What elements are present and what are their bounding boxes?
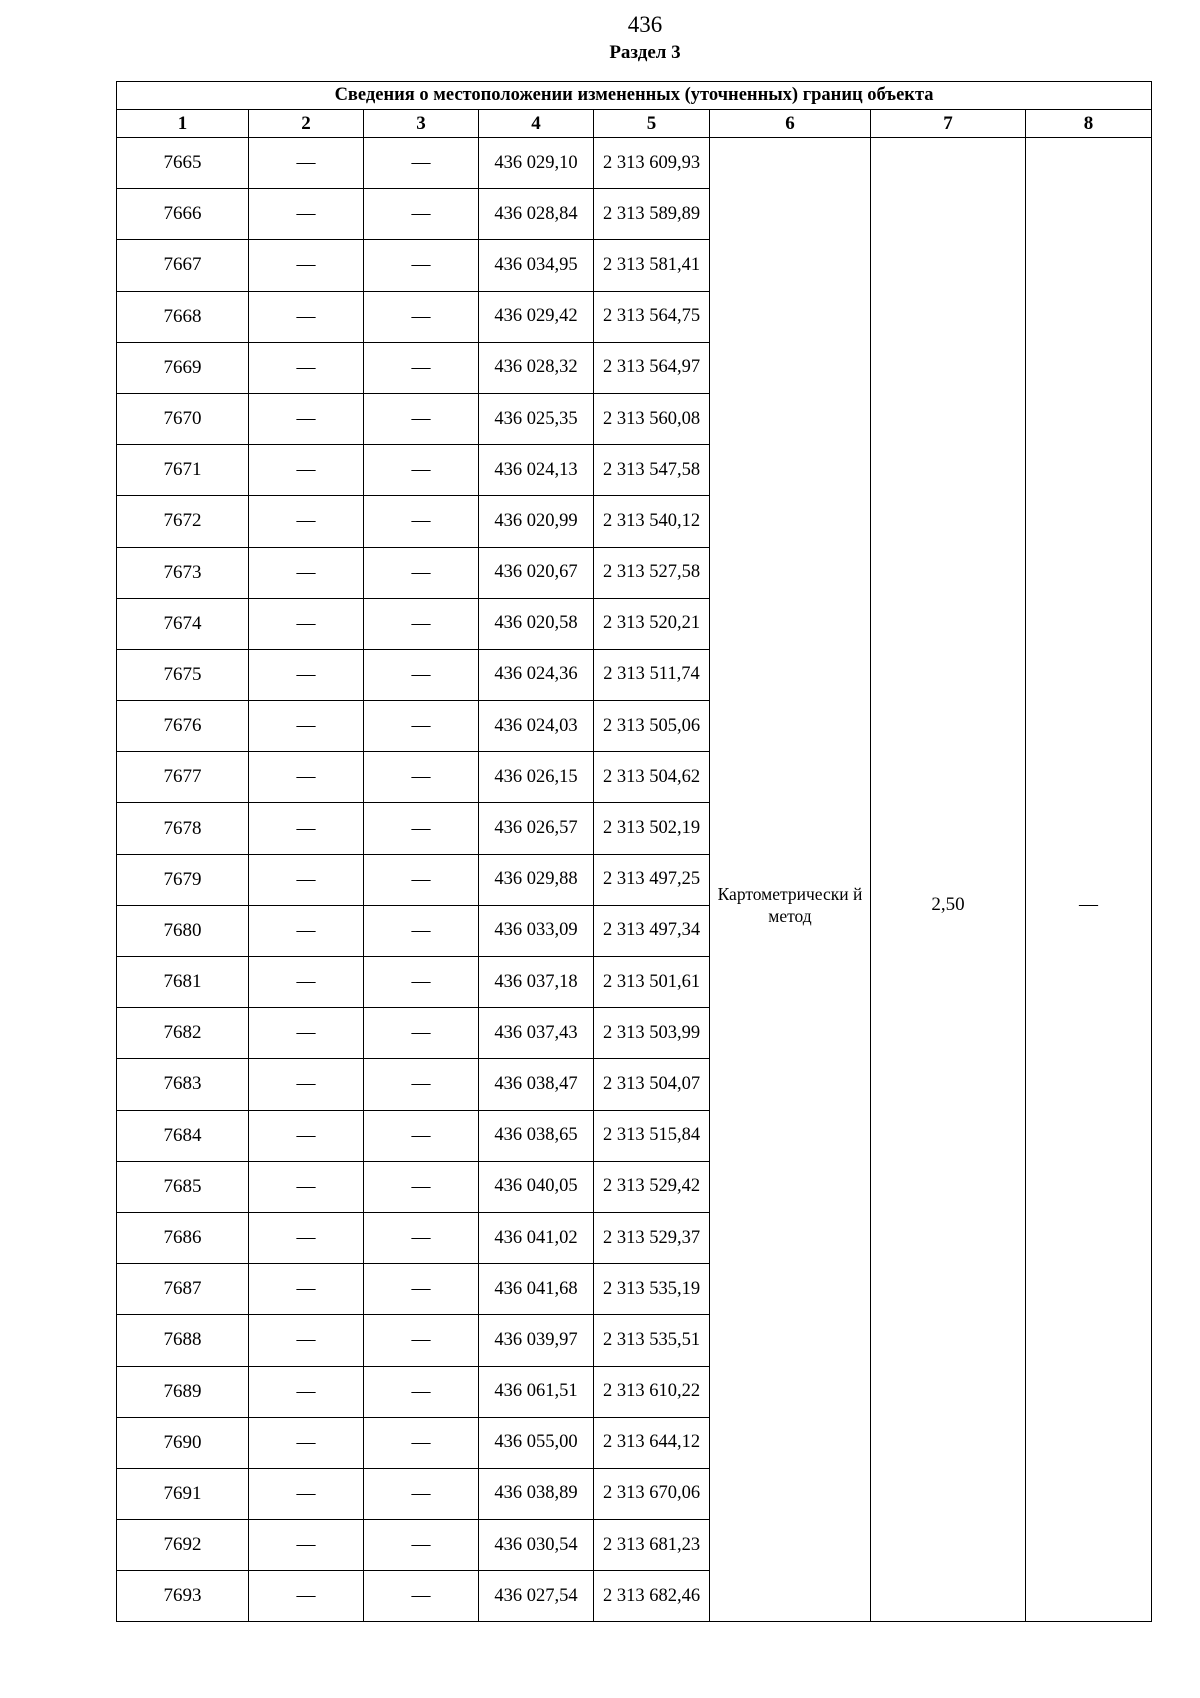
y-coordinate-cell: 2 313 547,58 — [594, 445, 710, 496]
x-coordinate-cell: 436 020,67 — [479, 547, 594, 598]
column-3-cell: — — [364, 1008, 479, 1059]
column-2-cell: — — [249, 701, 364, 752]
column-3-cell: — — [364, 1571, 479, 1622]
point-number-cell: 7680 — [117, 905, 249, 956]
column-3-cell: — — [364, 957, 479, 1008]
y-coordinate-cell: 2 313 502,19 — [594, 803, 710, 854]
x-coordinate-cell: 436 041,02 — [479, 1212, 594, 1263]
point-number-cell: 7673 — [117, 547, 249, 598]
x-coordinate-cell: 436 028,84 — [479, 189, 594, 240]
column-3-cell: — — [364, 905, 479, 956]
column-3-cell: — — [364, 1366, 479, 1417]
column-3-cell: — — [364, 752, 479, 803]
column-3-cell: — — [364, 445, 479, 496]
column-3-cell: — — [364, 393, 479, 444]
x-coordinate-cell: 436 029,88 — [479, 854, 594, 905]
y-coordinate-cell: 2 313 609,93 — [594, 138, 710, 189]
y-coordinate-cell: 2 313 610,22 — [594, 1366, 710, 1417]
column-2-cell: — — [249, 342, 364, 393]
point-number-cell: 7678 — [117, 803, 249, 854]
column-2-cell: — — [249, 598, 364, 649]
y-coordinate-cell: 2 313 540,12 — [594, 496, 710, 547]
column-3-cell: — — [364, 138, 479, 189]
column-2-cell: — — [249, 803, 364, 854]
page-number: 436 — [627, 12, 663, 37]
point-number-cell: 7677 — [117, 752, 249, 803]
x-coordinate-cell: 436 033,09 — [479, 905, 594, 956]
x-coordinate-cell: 436 030,54 — [479, 1520, 594, 1571]
column-3-cell: — — [364, 1417, 479, 1468]
point-number-cell: 7691 — [117, 1468, 249, 1519]
column-8-cell: — — [1026, 189, 1152, 1622]
x-coordinate-cell: 436 055,00 — [479, 1417, 594, 1468]
column-3-cell: — — [364, 1315, 479, 1366]
accuracy-cell: 2,50 — [871, 189, 1026, 1622]
column-3-cell: — — [364, 1161, 479, 1212]
column-2-cell: — — [249, 905, 364, 956]
column-2-cell: — — [249, 393, 364, 444]
y-coordinate-cell: 2 313 581,41 — [594, 240, 710, 291]
point-number-cell: 7692 — [117, 1520, 249, 1571]
table-row — [117, 138, 1152, 189]
column-3-cell: — — [364, 342, 479, 393]
column-3-cell: — — [364, 496, 479, 547]
y-coordinate-cell: 2 313 505,06 — [594, 701, 710, 752]
x-coordinate-cell: 436 020,99 — [479, 496, 594, 547]
table-row — [117, 189, 1152, 240]
column-2-cell: — — [249, 240, 364, 291]
column-2-cell: — — [249, 1161, 364, 1212]
point-number-cell: 7672 — [117, 496, 249, 547]
x-coordinate-cell: 436 038,89 — [479, 1468, 594, 1519]
x-coordinate-cell: 436 034,95 — [479, 240, 594, 291]
point-number-cell: 7665 — [117, 138, 249, 189]
y-coordinate-cell: 2 313 527,58 — [594, 547, 710, 598]
y-coordinate-cell: 2 313 535,19 — [594, 1264, 710, 1315]
x-coordinate-cell: 436 025,35 — [479, 393, 594, 444]
point-number-cell: 7674 — [117, 598, 249, 649]
table-body — [117, 138, 1152, 1622]
column-3-cell: — — [364, 854, 479, 905]
x-coordinate-cell: 436 038,65 — [479, 1110, 594, 1161]
x-coordinate-cell: 436 041,68 — [479, 1264, 594, 1315]
column-2-cell: — — [249, 1008, 364, 1059]
column-3-cell: — — [364, 649, 479, 700]
point-number-cell: 7682 — [117, 1008, 249, 1059]
y-coordinate-cell: 2 313 520,21 — [594, 598, 710, 649]
point-number-cell: 7671 — [117, 445, 249, 496]
point-number-cell: 7690 — [117, 1417, 249, 1468]
y-coordinate-cell: 2 313 535,51 — [594, 1315, 710, 1366]
column-2-cell: — — [249, 547, 364, 598]
point-number-cell: 7693 — [117, 1571, 249, 1622]
column-3-cell: — — [364, 1264, 479, 1315]
point-number-cell: 7688 — [117, 1315, 249, 1366]
y-coordinate-cell: 2 313 670,06 — [594, 1468, 710, 1519]
x-coordinate-cell: 436 061,51 — [479, 1366, 594, 1417]
point-number-cell: 7669 — [117, 342, 249, 393]
column-2-cell: — — [249, 445, 364, 496]
column-2-cell: — — [249, 138, 364, 189]
column-3-cell: — — [364, 291, 479, 342]
column-2-cell: — — [249, 1212, 364, 1263]
y-coordinate-cell: 2 313 503,99 — [594, 1008, 710, 1059]
y-coordinate-cell: 2 313 504,62 — [594, 752, 710, 803]
x-coordinate-cell: 436 027,54 — [479, 1571, 594, 1622]
x-coordinate-cell: 436 028,32 — [479, 342, 594, 393]
x-coordinate-cell: 436 020,58 — [479, 598, 594, 649]
point-number-cell: 7676 — [117, 701, 249, 752]
column-3-cell: — — [364, 189, 479, 240]
measurement-method-cell: Картометрически й метод — [710, 189, 871, 1622]
x-coordinate-cell: 436 024,13 — [479, 445, 594, 496]
x-coordinate-cell: 436 029,10 — [479, 138, 594, 189]
y-coordinate-cell: 2 313 501,61 — [594, 957, 710, 1008]
column-2-cell: — — [249, 1417, 364, 1468]
y-coordinate-cell: 2 313 681,23 — [594, 1520, 710, 1571]
x-coordinate-cell: 436 040,05 — [479, 1161, 594, 1212]
y-coordinate-cell: 2 313 560,08 — [594, 393, 710, 444]
point-number-cell: 7683 — [117, 1059, 249, 1110]
y-coordinate-cell: 2 313 504,07 — [594, 1059, 710, 1110]
y-coordinate-cell: 2 313 529,37 — [594, 1212, 710, 1263]
column-2-cell: — — [249, 1059, 364, 1110]
y-coordinate-cell: 2 313 589,89 — [594, 189, 710, 240]
column-3-cell: — — [364, 1468, 479, 1519]
point-number-cell: 7684 — [117, 1110, 249, 1161]
point-number-cell: 7675 — [117, 649, 249, 700]
point-number-cell: 7670 — [117, 393, 249, 444]
x-coordinate-cell: 436 039,97 — [479, 1315, 594, 1366]
column-2-cell: — — [249, 752, 364, 803]
x-coordinate-cell: 436 037,43 — [479, 1008, 594, 1059]
accuracy-cell-first — [871, 138, 1026, 189]
x-coordinate-cell: 436 026,15 — [479, 752, 594, 803]
x-coordinate-cell: 436 038,47 — [479, 1059, 594, 1110]
x-coordinate-cell: 436 024,03 — [479, 701, 594, 752]
column-header-2: 2 — [249, 110, 364, 138]
point-number-cell: 7686 — [117, 1212, 249, 1263]
column-3-cell: — — [364, 598, 479, 649]
column-2-cell: — — [249, 1520, 364, 1571]
column-header-3: 3 — [364, 110, 479, 138]
column-2-cell: — — [249, 1264, 364, 1315]
y-coordinate-cell: 2 313 497,34 — [594, 905, 710, 956]
point-number-cell: 7681 — [117, 957, 249, 1008]
y-coordinate-cell: 2 313 644,12 — [594, 1417, 710, 1468]
point-number-cell: 7668 — [117, 291, 249, 342]
column-3-cell: — — [364, 547, 479, 598]
column-2-cell: — — [249, 1468, 364, 1519]
column-2-cell: — — [249, 189, 364, 240]
column-2-cell: — — [249, 1110, 364, 1161]
column-3-cell: — — [364, 803, 479, 854]
y-coordinate-cell: 2 313 564,75 — [594, 291, 710, 342]
point-number-cell: 7685 — [117, 1161, 249, 1212]
y-coordinate-cell: 2 313 511,74 — [594, 649, 710, 700]
column-header-8: 8 — [1026, 110, 1152, 138]
column-2-cell: — — [249, 496, 364, 547]
y-coordinate-cell: 2 313 529,42 — [594, 1161, 710, 1212]
column-2-cell: — — [249, 291, 364, 342]
coordinates-table — [116, 81, 1152, 1622]
column-3-cell: — — [364, 1059, 479, 1110]
y-coordinate-cell: 2 313 564,97 — [594, 342, 710, 393]
column-2-cell: — — [249, 957, 364, 1008]
y-coordinate-cell: 2 313 497,25 — [594, 854, 710, 905]
point-number-cell: 7689 — [117, 1366, 249, 1417]
column-header-4: 4 — [479, 110, 594, 138]
column-8-cell-first — [1026, 138, 1152, 189]
x-coordinate-cell: 436 024,36 — [479, 649, 594, 700]
y-coordinate-cell: 2 313 682,46 — [594, 1571, 710, 1622]
column-header-6: 6 — [710, 110, 871, 138]
column-3-cell: — — [364, 701, 479, 752]
section-title: Раздел 3 — [609, 42, 681, 63]
column-3-cell: — — [364, 1212, 479, 1263]
point-number-cell: 7666 — [117, 189, 249, 240]
x-coordinate-cell: 436 029,42 — [479, 291, 594, 342]
x-coordinate-cell: 436 026,57 — [479, 803, 594, 854]
column-2-cell: — — [249, 649, 364, 700]
table-caption: Сведения о местоположении измененных (уточненных) границ объекта — [117, 82, 1152, 110]
column-2-cell: — — [249, 1366, 364, 1417]
column-header-7: 7 — [871, 110, 1026, 138]
column-header-row — [117, 110, 1152, 138]
point-number-cell: 7679 — [117, 854, 249, 905]
y-coordinate-cell: 2 313 515,84 — [594, 1110, 710, 1161]
column-2-cell: — — [249, 854, 364, 905]
column-3-cell: — — [364, 1520, 479, 1571]
column-3-cell: — — [364, 1110, 479, 1161]
column-3-cell: — — [364, 240, 479, 291]
method-cell-first — [710, 138, 871, 189]
column-2-cell: — — [249, 1571, 364, 1622]
column-2-cell: — — [249, 1315, 364, 1366]
point-number-cell: 7667 — [117, 240, 249, 291]
column-header-1: 1 — [117, 110, 249, 138]
point-number-cell: 7687 — [117, 1264, 249, 1315]
column-header-5: 5 — [594, 110, 710, 138]
x-coordinate-cell: 436 037,18 — [479, 957, 594, 1008]
